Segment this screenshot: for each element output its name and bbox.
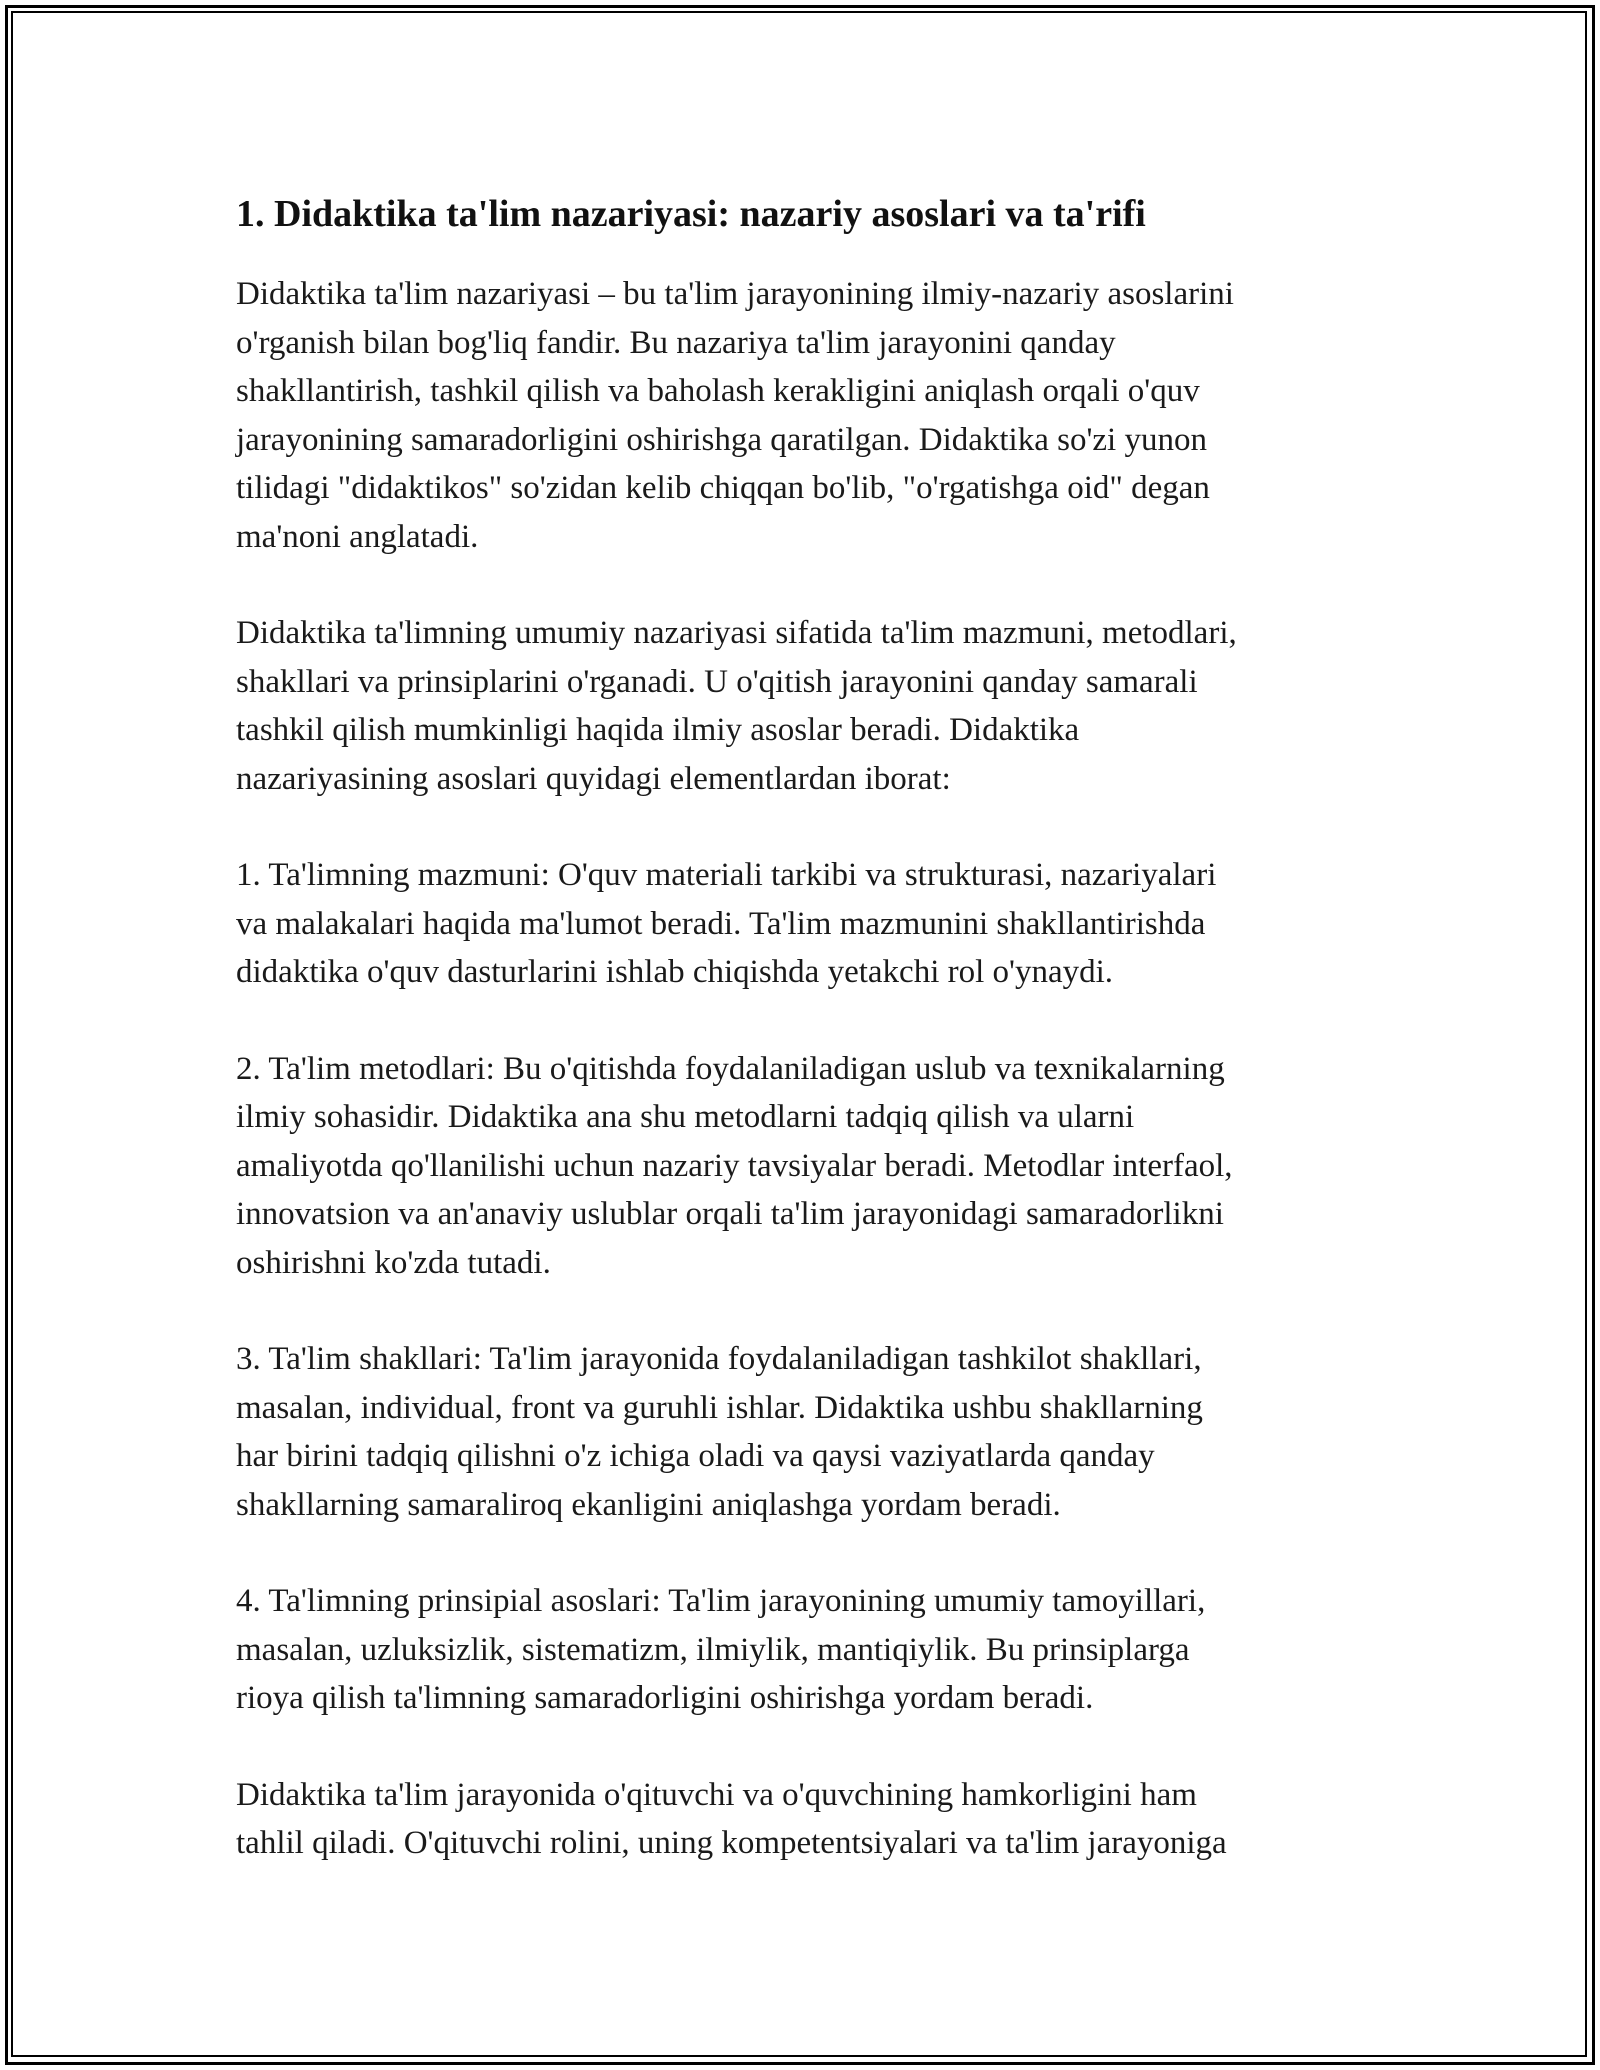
paragraph-definition: Didaktika ta'lim nazariyasi – bu ta'lim jarayonining ilmiy-nazariy asoslarini o'rganish bilan bog'liq fandir. Bu nazariya ta'lim jarayonini qanday shakllantirish, tashkil qilish va baholash kerakligini aniqlash orqali o'quv jarayonining samaradorligini oshirishga qaratilgan. Didaktika so'zi yunon tilidagi "didaktikos" so'zidan kelib chiqqan bo'lib, "o'rgatishga oid" degan ma'noni anglatadi. <box>236 276 1234 555</box>
paragraph-methods: 2. Ta'lim metodlari: Bu o'qitishda foydalaniladigan uslub va texnikalarning ilmiy sohasidir. Didaktika ana shu metodlarni tadqiq qilish va ularni amaliyotda qo'llanilishi uchun nazariy tavsiyalar beradi. Metodlar interfaol, innovatsion va an'anaviy uslublar orqali ta'lim jarayonidagi samaradorlikni oshirishni ko'zda tutadi. <box>236 1050 1233 1281</box>
paragraph-principles: 4. Ta'limning prinsipial asoslari: Ta'lim jarayonining umumiy tamoyillari, masalan, uzluksizlik, sistematizm, ilmiylik, mantiqiylik. Bu prinsiplarga rioya qilish ta'limning samaradorligini oshirishga yordam beradi. <box>236 1583 1206 1716</box>
document-body <box>236 190 1366 1868</box>
paragraph-general-theory: Didaktika ta'limning umumiy nazariyasi sifatida ta'lim mazmuni, metodlari, shakllari va prinsiplarini o'rganadi. U o'qitish jarayonini qanday samarali tashkil qilish mumkinligi haqida ilmiy asoslar beradi. Didaktika nazariyasining asoslari quyidagi elementlardan iborat: <box>236 615 1237 797</box>
paragraph-content: 1. Ta'limning mazmuni: O'quv materiali tarkibi va strukturasi, nazariyalari va malakalari haqida ma'lumot beradi. Ta'lim mazmunini shakllantirishda didaktika o'quv dasturlarini ishlab chiqishda yetakchi rol o'ynaydi. <box>236 857 1217 990</box>
section-title: 1. Didaktika ta'lim nazariyasi: nazariy asoslari va ta'rifi <box>236 193 1146 235</box>
paragraph-forms: 3. Ta'lim shakllari: Ta'lim jarayonida foydalaniladigan tashkilot shakllari, masalan, individual, front va guruhli ishlar. Didaktika ushbu shakllarning har birini tadqiq qilishni o'z ichiga oladi va qaysi vaziyatlarda qanday shakllarning samaraliroq ekanligini aniqlashga yordam beradi. <box>236 1341 1203 1523</box>
paragraph-cooperation: Didaktika ta'lim jarayonida o'qituvchi va o'quvchining hamkorligini ham tahlil qiladi. O'qituvchi rolini, uning kompetentsiyalari va ta'lim jarayoniga <box>236 1776 1227 1861</box>
